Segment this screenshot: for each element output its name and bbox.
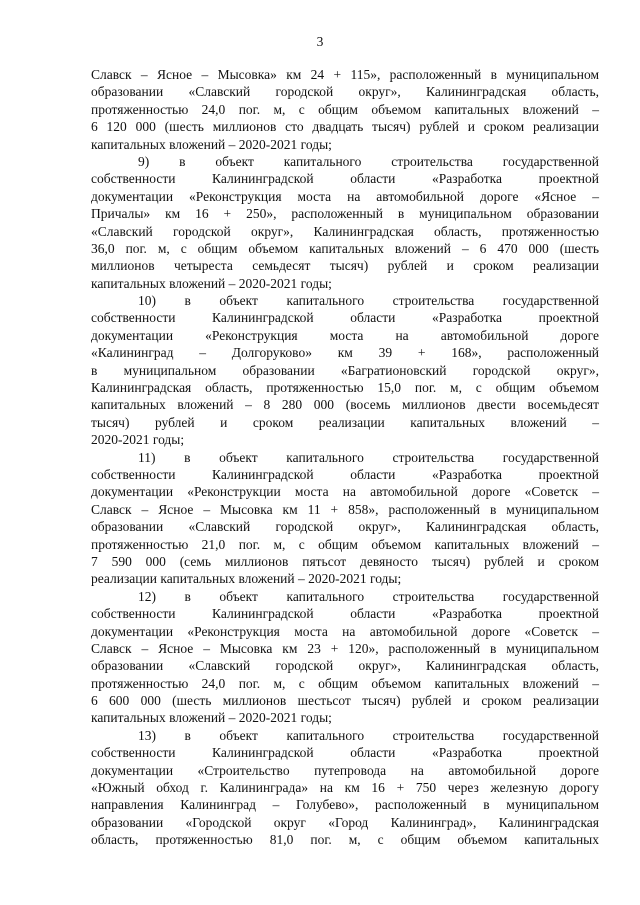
text-line: образовании «Славский городской округ», Калининградская область, xyxy=(91,84,599,100)
text-line: 11) в объект капитального строительства государственной xyxy=(138,449,599,465)
text-line: документации «Строительство путепровода на автомобильной дороге xyxy=(91,762,599,778)
text-line: Калининградская область, протяженностью 15,0 пог. м, с общим объемом xyxy=(91,380,599,396)
text-line: документации «Реконструкция моста на автомобильной дороге xyxy=(91,327,599,343)
text-line: 6 120 000 (шесть миллионов сто двадцать тысяч) рублей и сроком реализации xyxy=(91,119,599,135)
page-number: 3 xyxy=(316,34,324,49)
text-line: 12) в объект капитального строительства государственной xyxy=(138,588,599,604)
text-line: 2020-2021 годы; xyxy=(91,432,185,448)
text-line: собственности Калининградской области «Разработка проектной xyxy=(91,745,599,761)
text-line: протяженностью 24,0 пог. м, с общим объемом капитальных вложений – xyxy=(91,101,599,117)
text-line: тысяч) рублей и сроком реализации капитальных вложений – xyxy=(91,414,599,430)
text-line: Славск – Ясное – Мысовка км 11 + 858», расположенный в муниципальном xyxy=(91,501,599,517)
text-line: образовании «Славский городской округ», Калининградская область, xyxy=(91,658,599,674)
text-line: Славск – Ясное – Мысовка км 23 + 120», расположенный в муниципальном xyxy=(91,640,599,656)
text-line: капитальных вложений – 2020-2021 годы; xyxy=(91,275,332,291)
text-line: «Калининград – Долгоруково» км 39 + 168», расположенный xyxy=(91,345,599,361)
text-line: 10) в объект капитального строительства государственной xyxy=(138,293,599,309)
text-line: «Южный обход г. Калининграда» на км 16 + 750 через железную дорогу xyxy=(91,780,599,796)
text-line: Причалы» км 16 + 250», расположенный в муниципальном образовании xyxy=(91,206,599,222)
text-line: документации «Реконструкции моста на автомобильной дороге «Советск – xyxy=(91,484,599,500)
text-line: миллионов четыреста семьдесят тысяч) рублей и сроком реализации xyxy=(91,258,599,274)
text-line: капитальных вложений – 8 280 000 (восемь миллионов двести восемьдесят xyxy=(91,397,599,413)
text-line: документации «Реконструкция моста на автомобильной дороге «Советск – xyxy=(91,623,599,639)
text-line: протяженностью 21,0 пог. м, с общим объемом капитальных вложений – xyxy=(91,536,599,552)
text-line: 9) в объект капитального строительства государственной xyxy=(138,153,599,169)
text-line: направления Калининград – Голубево», расположенный в муниципальном xyxy=(91,797,599,813)
text-line: 6 600 000 (шесть миллионов шестьсот тысяч) рублей и сроком реализации xyxy=(91,693,599,709)
text-line: образовании «Городской округ «Город Калининград», Калининградская xyxy=(91,814,599,830)
text-line: Славск – Ясное – Мысовка» км 24 + 115», расположенный в муниципальном xyxy=(91,67,599,82)
text-line: 36,0 пог. м, с общим объемом капитальных вложений – 6 470 000 (шесть xyxy=(91,240,599,256)
text-line: протяженностью 24,0 пог. м, с общим объемом капитальных вложений – xyxy=(91,675,599,691)
text-line: капитальных вложений – 2020-2021 годы; xyxy=(91,710,332,726)
text-line: «Славский городской округ», Калининградская область, протяженностью xyxy=(91,223,599,239)
text-line: собственности Калининградской области «Разработка проектной xyxy=(91,606,599,622)
text-line: в муниципальном образовании «Багратионовский городской округ», xyxy=(91,362,599,378)
text-line: область, протяженностью 81,0 пог. м, с общим объемом капитальных xyxy=(91,832,599,848)
text-line: образовании «Славский городской округ», Калининградская область, xyxy=(91,519,599,535)
text-line: реализации капитальных вложений – 2020-2021 годы; xyxy=(91,571,402,587)
text-line: собственности Калининградской области «Разработка проектной xyxy=(91,310,599,326)
text-line: собственности Калининградской области «Разработка проектной xyxy=(91,466,599,482)
document-body xyxy=(91,66,599,849)
text-line: 13) в объект капитального строительства государственной xyxy=(138,727,599,743)
text-line: собственности Калининградской области «Разработка проектной xyxy=(91,171,599,187)
text-line: документации «Реконструкция моста на автомобильной дороге «Ясное – xyxy=(91,188,599,204)
text-line: капитальных вложений – 2020-2021 годы; xyxy=(91,136,332,152)
text-line: 7 590 000 (семь миллионов пятьсот девяносто тысяч) рублей и сроком xyxy=(91,553,599,569)
